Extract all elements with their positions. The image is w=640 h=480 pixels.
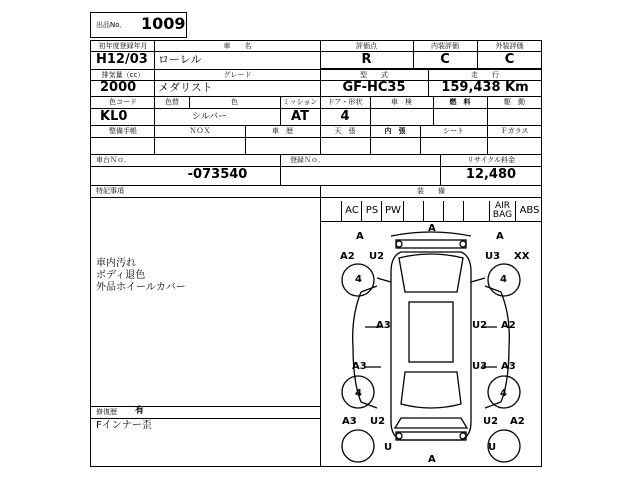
equipment-airbag: AIR BAG bbox=[489, 201, 515, 221]
chassis-label: 車台Ｎｏ． bbox=[96, 156, 131, 164]
fglass-label: Ｆガラス bbox=[500, 127, 529, 135]
interior-label: 内装評価 bbox=[431, 42, 459, 50]
repair-value: 有 bbox=[135, 406, 145, 416]
grade-label: グレード bbox=[223, 71, 252, 79]
year-label: 初年度登録年月 bbox=[98, 42, 148, 50]
mileage-label: 走 行 bbox=[471, 71, 499, 79]
damage-mark: 4 bbox=[500, 388, 507, 399]
damage-mark: A2 bbox=[501, 320, 516, 331]
color-code-value: KL0 bbox=[100, 109, 128, 124]
repair-note: Fインナー歪 bbox=[96, 420, 152, 431]
damage-mark: 4 bbox=[500, 274, 507, 285]
damage-mark: A bbox=[428, 223, 436, 234]
door-value: 4 bbox=[340, 109, 350, 124]
color-label: 色 bbox=[231, 98, 238, 106]
equipment-abs: ABS bbox=[515, 201, 543, 221]
damage-mark: U3 bbox=[485, 251, 501, 262]
nox-label: ＮＯＸ bbox=[189, 127, 211, 135]
equipment-blank bbox=[443, 201, 464, 221]
equipment-ps: PS bbox=[361, 201, 382, 221]
damage-mark: A2 bbox=[510, 416, 525, 427]
car-label: 車 名 bbox=[223, 42, 252, 50]
damage-mark: U bbox=[488, 442, 497, 453]
roof-label: 天 張 bbox=[334, 127, 356, 135]
model-label: 型 式 bbox=[360, 71, 388, 79]
equipment-ac: AC bbox=[341, 201, 362, 221]
lot-number: 1009 bbox=[141, 14, 186, 33]
damage-mark: A3 bbox=[376, 320, 391, 331]
color-type-label: 色替 bbox=[165, 98, 179, 106]
damage-mark: U3 bbox=[472, 361, 488, 372]
history-label: 車 歴 bbox=[272, 127, 293, 135]
equipment-pw: PW bbox=[381, 201, 404, 221]
damage-mark: 4 bbox=[355, 274, 362, 285]
mission-value: AT bbox=[291, 109, 309, 124]
damage-mark: U2 bbox=[483, 416, 499, 427]
damage-mark: U bbox=[384, 442, 393, 453]
reg-label: 登録Ｎｏ． bbox=[290, 156, 325, 164]
manual-label: 整備手帳 bbox=[109, 127, 137, 135]
damage-mark: A3 bbox=[501, 361, 516, 372]
equipment-blank bbox=[423, 201, 444, 221]
lot-label: 出品No． bbox=[96, 21, 127, 29]
note-line: 車内汚れ bbox=[96, 258, 136, 269]
recycle-value: 12,480 bbox=[465, 167, 517, 182]
year-value: H12/03 bbox=[96, 52, 148, 67]
door-label: ドア・形状 bbox=[327, 98, 363, 106]
damage-mark: U2 bbox=[370, 416, 386, 427]
repair-label: 修復歴 bbox=[96, 408, 117, 416]
color-code-label: 色コード bbox=[109, 98, 137, 106]
fuel-label: 燃 料 bbox=[449, 98, 471, 106]
mission-label: ミッション bbox=[282, 98, 318, 106]
model-value: GF-HC35 bbox=[342, 80, 406, 95]
damage-mark: A bbox=[496, 231, 504, 242]
damage-mark: A3 bbox=[352, 361, 367, 372]
damage-mark: A bbox=[428, 454, 436, 465]
grade-value: メダリスト bbox=[158, 81, 213, 94]
note-line: 外品ホイールカバー bbox=[96, 282, 186, 293]
equipment-label: 装 備 bbox=[417, 187, 445, 195]
mileage-value: 159,438 Km bbox=[441, 80, 529, 95]
inspection-label: 車 検 bbox=[391, 98, 412, 106]
equipment-blank bbox=[403, 201, 424, 221]
damage-mark: U2 bbox=[369, 251, 385, 262]
chassis-value: -073540 bbox=[187, 167, 248, 182]
seat-label: シート bbox=[443, 127, 464, 135]
score-label: 評価点 bbox=[356, 42, 377, 50]
interior-value: C bbox=[440, 52, 450, 67]
equipment-blank bbox=[463, 201, 490, 221]
damage-mark: U2 bbox=[472, 320, 488, 331]
exterior-value: C bbox=[504, 52, 515, 67]
drive-label: 駆 動 bbox=[504, 98, 525, 106]
damage-mark: 4 bbox=[355, 388, 362, 399]
recycle-label: リサイクル料金 bbox=[466, 156, 516, 164]
disp-label: 排気量（cc） bbox=[101, 71, 145, 79]
note-line: ボディ退色 bbox=[96, 270, 146, 281]
disp-value: 2000 bbox=[100, 80, 137, 95]
color-value: シルバー bbox=[192, 112, 228, 122]
notes-label: 特記事項 bbox=[96, 187, 124, 195]
exterior-label: 外装評価 bbox=[495, 42, 524, 50]
damage-mark: A bbox=[356, 231, 364, 242]
damage-mark: A3 bbox=[342, 416, 357, 427]
damage-mark: A2 bbox=[340, 251, 355, 262]
interior-tension-label: 内 張 bbox=[384, 127, 406, 135]
lot-box bbox=[90, 12, 187, 38]
damage-mark: XX bbox=[514, 251, 530, 262]
score-value: R bbox=[361, 52, 372, 67]
car-value: ローレル bbox=[158, 53, 202, 66]
